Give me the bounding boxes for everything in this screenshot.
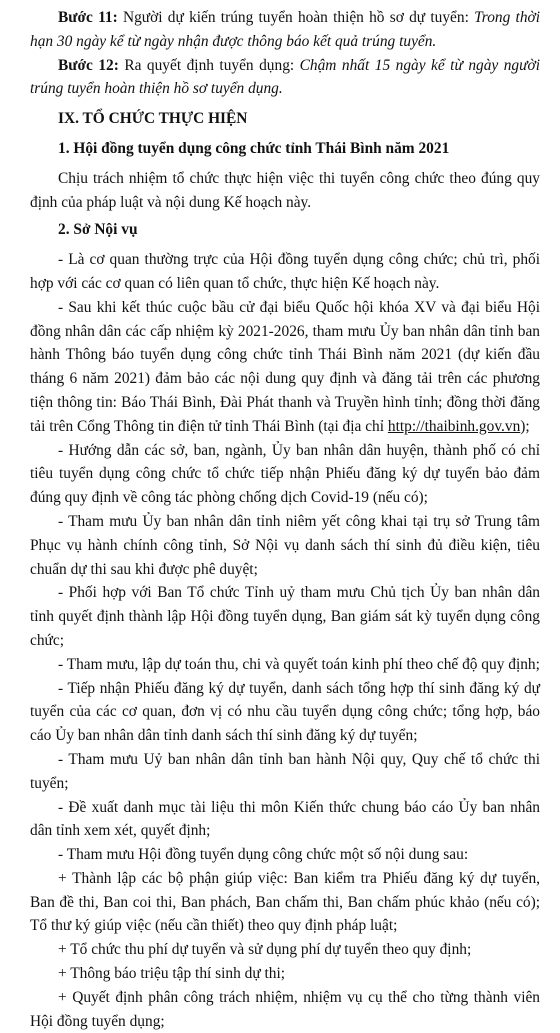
sub-item-summons: + Thông báo triệu tập thí sinh dự thi; [58,965,286,983]
subsection-2-heading: 2. Sở Nội vụ [58,221,138,239]
list-item-recruitment-notice [30,296,540,439]
step-12-label: Bước 12: [58,56,119,74]
sub-item-fees: + Tổ chức thu phí dự tuyển và sử dụng phí dự tuyển theo quy định; [58,941,472,959]
list-item-candidate-list-posting: - Tham mưu Ủy ban nhân dân tỉnh niêm yết công khai tại trụ sở Trung tâm Phục vụ hành chính công tỉnh, Sở Nội vụ danh sách thí sinh đủ điều kiện, tiêu chuẩn dự thi sau khi được phê duyệt; [30,512,540,578]
portal-link-suffix: ); [520,417,530,435]
portal-link[interactable]: http://thaibinh.gov.vn [387,417,521,435]
list-item-budget: - Tham mưu, lập dự toán thu, chi và quyết toán kinh phí theo chế độ quy định; [58,655,540,673]
list-item-exam-materials: - Đề xuất danh mục tài liệu thi môn Kiến thức chung báo cáo Ủy ban nhân dân tỉnh xem xét, quyết định; [30,798,540,840]
subsection-1-text: Chịu trách nhiệm tổ chức thực hiện việc thi tuyển công chức theo đúng quy định của pháp luật và nội dung Kế hoạch này. [30,169,540,211]
step-11-label: Bước 11: [58,9,118,26]
list-item-application-guidance: - Hướng dẫn các sở, ban, ngành, Ủy ban nhân dân huyện, thành phố có chỉ tiêu tuyển dụng công chức tổ chức tiếp nhận Phiếu đăng ký dự tuyển bảo đảm đúng quy định về công tác phòng chống dịch Covid-19 (nếu có); [30,441,540,507]
step-11-paragraph [30,6,540,54]
sub-item-support-units: + Thành lập các bộ phận giúp việc: Ban kiểm tra Phiếu đăng ký dự tuyển, Ban đề thi, Ban coi thi, Ban phách, Ban chấm thi, Ban chấm phúc khảo (nếu có); Tổ thư ký giúp việc (nếu cần thiết) theo quy định pháp luật; [30,869,540,935]
sub-item-assignment: + Quyết định phân công trách nhiệm, nhiệm vụ cụ thể cho từng thành viên Hội đồng tuyển dụng; [30,988,540,1030]
recruitment-notice-text: - Sau khi kết thúc cuộc bầu cử đại biểu Quốc hội khóa XV và đại biểu Hội đồng nhân dân các cấp nhiệm kỳ 2021-2026, tham mưu Ủy ban nhân dân tỉnh ban hành Thông báo tuyển dụng công chức tỉnh Thái Bình năm 2021 (dự kiến đầu tháng 6 năm 2021) đảm bảo các nội dung quy định và đăng tải trên các phương tiện thông tin: Báo Thái Bình, Đài Phát thanh và Truyền hình tỉnh; đồng thời đăng tải trên Cổng Thông tin điện tử tỉnh Thái Bình (tại địa chỉ [30,298,540,435]
list-item-council-establishment: - Phối hợp với Ban Tổ chức Tỉnh uỷ tham mưu Chủ tịch Ủy ban nhân dân tỉnh quyết định thành lập Hội đồng tuyển dụng, Ban giám sát kỳ tuyển dụng công chức; [30,584,540,649]
list-item-council-advice: - Tham mưu Hội đồng tuyển dụng công chức một số nội dung sau: [58,846,469,864]
step-11-text: Người dự kiến trúng tuyển hoàn thiện hồ sơ dự tuyển: [117,9,475,26]
step-11-deadline: Trong thời hạn 30 ngày kể từ ngày nhận được thông báo kết quả trúng tuyển. [30,9,541,50]
step-12-paragraph [30,54,540,102]
step-12-text: Ra quyết định tuyển dụng: [118,56,300,74]
list-item-application-intake: - Tiếp nhận Phiếu đăng ký dự tuyển, danh sách tổng hợp thí sinh đăng ký dự tuyển của các cơ quan, đơn vị có nhu cầu tuyển dụng công chức; tổng hợp, báo cáo Ủy ban nhân dân tỉnh danh sách thí sinh đăng ký dự tuyển; [30,679,540,745]
section-ix-heading: IX. TỔ CHỨC THỰC HIỆN [58,110,248,128]
list-item-exam-rules: - Tham mưu Uỷ ban nhân dân tỉnh ban hành Nội quy, Quy chế tổ chức thi tuyển; [30,750,540,792]
step-12-deadline: Chậm nhất 15 ngày kể từ ngày người trúng tuyển hoàn thiện hồ sơ tuyển dụng. [30,56,540,98]
subsection-1-heading: 1. Hội đồng tuyển dụng công chức tỉnh Thái Bình năm 2021 [58,139,450,157]
list-item-standing-agency: - Là cơ quan thường trực của Hội đồng tuyển dụng công chức; chủ trì, phối hợp với các cơ quan có liên quan tổ chức, thực hiện Kế hoạch này. [30,251,540,292]
